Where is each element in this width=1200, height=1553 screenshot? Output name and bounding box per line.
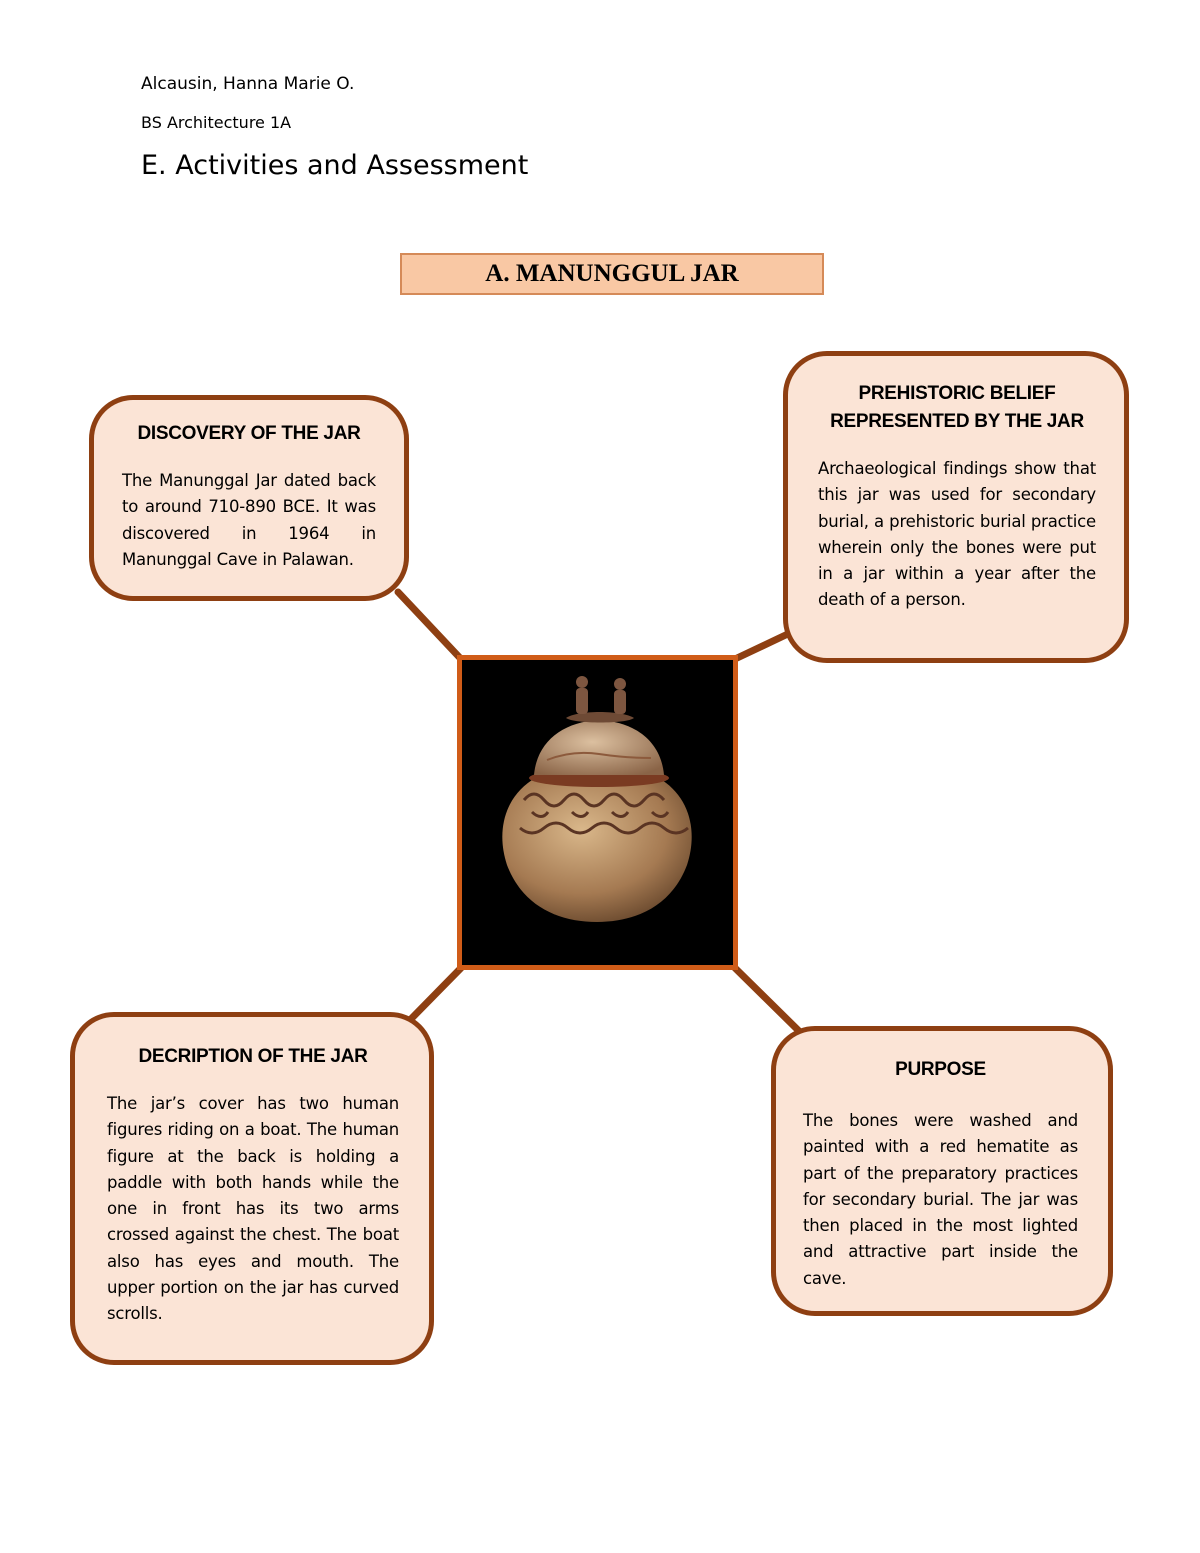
jar-image — [457, 655, 738, 970]
connector-discovery — [398, 592, 461, 659]
author-name: Alcausin, Hanna Marie O. — [141, 74, 355, 94]
card-purpose-heading: PURPOSE — [895, 1059, 986, 1080]
card-discovery-heading: DISCOVERY OF THE JAR — [137, 423, 361, 444]
manunggul-jar-illustration — [462, 660, 733, 965]
connector-purpose — [735, 968, 800, 1032]
card-purpose — [771, 1026, 1113, 1316]
card-purpose-body: The bones were washed and painted with a red hematite as part of the preparatory practices for secondary burial. The jar was then placed in the most lighted and attractive part inside the cave. — [803, 1111, 1078, 1288]
card-discovery-body: The Manunggal Jar dated back to around 710-890 BCE. It was discovered in 1964 in Manunggal Cave in Palawan. — [122, 471, 376, 569]
card-belief-heading: PREHISTORIC BELIEF REPRESENTED BY THE JAR — [830, 383, 1084, 432]
card-belief-body: Archaeological findings show that this jar was used for secondary burial, a prehistoric burial practice wherein only the bones were put in a jar within a year after the death of a person. — [818, 459, 1096, 610]
card-belief — [783, 351, 1129, 663]
course-label: BS Architecture 1A — [141, 113, 292, 132]
connector-belief — [735, 632, 792, 659]
card-discovery — [89, 395, 409, 601]
card-description — [70, 1012, 434, 1365]
section-heading: E. Activities and Assessment — [141, 150, 529, 181]
card-description-heading: DECRIPTION OF THE JAR — [138, 1046, 368, 1067]
connector-description — [410, 968, 461, 1020]
card-description-body: The jar’s cover has two human figures riding on a boat. The human figure at the back is holding a paddle with both hands while the one in front has its two arms crossed against the chest. The boat also has eyes and mouth. The upper portion on the jar has curved scrolls. — [107, 1094, 399, 1324]
page-title: A. MANUNGGUL JAR — [400, 253, 824, 295]
